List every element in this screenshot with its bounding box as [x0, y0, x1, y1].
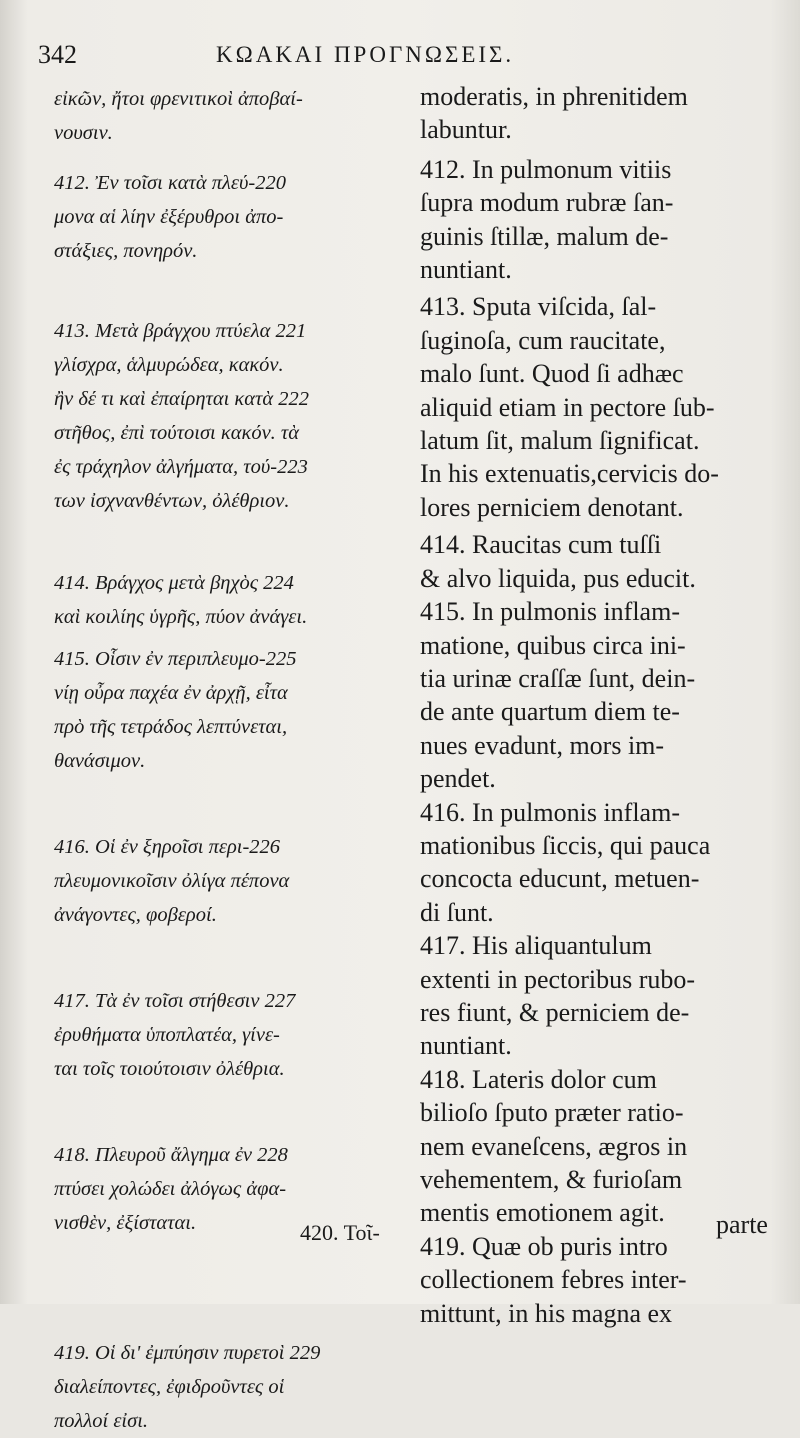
greek-line: πολλοί εἰσι.	[54, 1410, 149, 1432]
greek-entry	[54, 830, 436, 932]
page-number: 342	[38, 40, 77, 69]
latin-line: malo ſunt. Quod ſi adhæc	[420, 359, 684, 389]
latin-line: 412. In pulmonum vitiis	[420, 154, 672, 184]
latin-line: pendet.	[420, 764, 496, 794]
latin-catchword: parte	[716, 1210, 768, 1239]
greek-line: πλευμονικοῖσιν ὀλίγα πέπονα	[54, 870, 290, 892]
latin-entry	[420, 290, 772, 524]
latin-line: tia urinæ craſſæ ſunt, dein-	[420, 663, 696, 693]
greek-entry	[54, 984, 436, 1086]
greek-line: θανάσιμον.	[54, 750, 146, 772]
latin-line: ſupra modum rubræ ſan-	[420, 188, 674, 218]
latin-line: de ante quartum diem te-	[420, 697, 680, 727]
latin-line: nuntiant.	[420, 255, 512, 285]
greek-line: καὶ κοιλίης ὑγρῆς, πύον ἀνάγει.	[54, 606, 308, 628]
latin-line: bilioſo ſputo præter ratio-	[420, 1098, 684, 1128]
greek-line: ἐς τράχηλον ἀλγήματα, τού-223	[54, 456, 308, 478]
latin-entry	[420, 153, 772, 287]
greek-line: γλίσχρα, ἁλμυρώδεα, κακόν.	[54, 354, 284, 376]
greek-line: στάξιες, πονηρόν.	[54, 240, 198, 262]
latin-entry	[420, 595, 772, 795]
latin-line: 415. In pulmonis inflam-	[420, 597, 680, 627]
latin-line: & alvo liquida, pus educit.	[420, 563, 696, 593]
latin-column	[420, 80, 772, 1330]
greek-line: 413. Μετὰ βράγχου πτύελα 221	[54, 320, 307, 342]
greek-line: πρὸ τῆς τετράδος λεπτύνεται,	[54, 716, 288, 738]
greek-line: μονα αἱ λίην ἐξέρυθροι ἀπο-	[54, 206, 284, 228]
latin-line: concocta educunt, metuen-	[420, 864, 700, 894]
latin-line: collectionem febres inter-	[420, 1265, 687, 1295]
greek-line: 419. Οἱ δι' ἐμπύησιν πυρετοὶ 229	[54, 1342, 321, 1364]
latin-entry	[420, 1063, 772, 1230]
greek-line: νισθὲν, ἐξίσταται.	[54, 1212, 197, 1234]
greek-line: διαλείποντες, ἐφιδροῦντες οἱ	[54, 1376, 285, 1398]
latin-line: extenti in pectoribus rubo-	[420, 964, 696, 994]
greek-catchword: 420. Τοῖ-	[300, 1220, 380, 1245]
greek-entry	[54, 566, 436, 634]
latin-entry	[420, 929, 772, 1063]
latin-entry	[420, 528, 772, 595]
latin-line: ſuginoſa, cum raucitate,	[420, 325, 666, 355]
latin-entry	[420, 1230, 772, 1330]
latin-line: 413. Sputa viſcida, ſal-	[420, 292, 657, 322]
greek-line: 417. Τὰ ἐν τοῖσι στήθεσιν 227	[54, 990, 296, 1012]
latin-line: nem evaneſcens, ægros in	[420, 1131, 688, 1161]
greek-entry	[54, 82, 436, 150]
latin-line: lores perniciem denotant.	[420, 492, 684, 522]
page-header	[38, 40, 750, 80]
greek-line: 414. Βράγχος μετὰ βηχὸς 224	[54, 572, 294, 594]
latin-line: mittunt, in his magna ex	[420, 1298, 673, 1328]
latin-line: In his extenuatis,cervicis do-	[420, 459, 719, 489]
greek-line: ἀνάγοντες, φοβεροί.	[54, 904, 217, 926]
latin-line: latum ſit, malum ſignificat.	[420, 426, 700, 456]
latin-entry	[420, 80, 772, 147]
greek-line: 418. Πλευροῦ ἄλγημα ἐν 228	[54, 1144, 288, 1166]
greek-line: πτύσει χολώδει ἀλόγως ἀφα-	[54, 1178, 287, 1200]
latin-line: 419. Quæ ob puris intro	[420, 1231, 668, 1261]
latin-line: aliquid etiam in pectore ſub-	[420, 392, 715, 422]
latin-line: 416. In pulmonis inflam-	[420, 797, 680, 827]
latin-line: 414. Raucitas cum tuſſi	[420, 530, 662, 560]
greek-entry	[54, 314, 436, 518]
latin-line: labuntur.	[420, 115, 512, 145]
greek-line: των ἰσχνανθέντων, ὀλέθριον.	[54, 490, 290, 512]
greek-line: ται τοῖς τοιούτοισιν ὀλέθρια.	[54, 1058, 285, 1080]
greek-line: εἰκῶν, ἤτοι φρενιτικοὶ ἀποβαί-	[54, 88, 303, 110]
latin-entry	[420, 796, 772, 930]
latin-line: di ſunt.	[420, 897, 494, 927]
latin-line: guinis ſtillæ, malum de-	[420, 221, 669, 251]
greek-line: ἢν δέ τι καὶ ἐπαίρηται κατὰ 222	[54, 388, 310, 410]
greek-line: ἐρυθήματα ὑποπλατέα, γίνε-	[54, 1024, 280, 1046]
greek-line: στῆθος, ἐπὶ τούτοισι κακόν. τὰ	[54, 422, 300, 444]
latin-line: mationibus ſiccis, qui pauca	[420, 830, 711, 860]
greek-line: νουσιν.	[54, 122, 113, 144]
greek-line: 415. Οἷσιν ἐν περιπλευμο-225	[54, 648, 297, 670]
greek-entry	[54, 642, 436, 778]
greek-entry	[54, 166, 436, 268]
greek-line: νίῃ οὖρα παχέα ἐν ἀρχῇ, εἶτα	[54, 682, 288, 704]
greek-line: 416. Οἱ ἐν ξηροῖσι περι-226	[54, 836, 281, 858]
latin-line: nues evadunt, mors im-	[420, 730, 665, 760]
greek-line: 412. Ἐν τοῖσι κατὰ πλεύ-220	[54, 172, 286, 194]
latin-line: moderatis, in phrenitidem	[420, 82, 688, 111]
latin-line: matione, quibus circa ini-	[420, 630, 686, 660]
greek-entry	[54, 1336, 436, 1438]
latin-line: res fiunt, & perniciem de-	[420, 997, 690, 1027]
latin-line: 417. His aliquantulum	[420, 931, 652, 961]
latin-line: 418. Lateris dolor cum	[420, 1064, 657, 1094]
latin-line: mentis emotionem agit.	[420, 1198, 665, 1228]
latin-line: vehementem, & furioſam	[420, 1165, 683, 1194]
running-head: ΚΩΑΚΑΙ ΠΡΟΓΝΩΣΕΙΣ.	[216, 42, 515, 67]
latin-line: nuntiant.	[420, 1031, 512, 1061]
